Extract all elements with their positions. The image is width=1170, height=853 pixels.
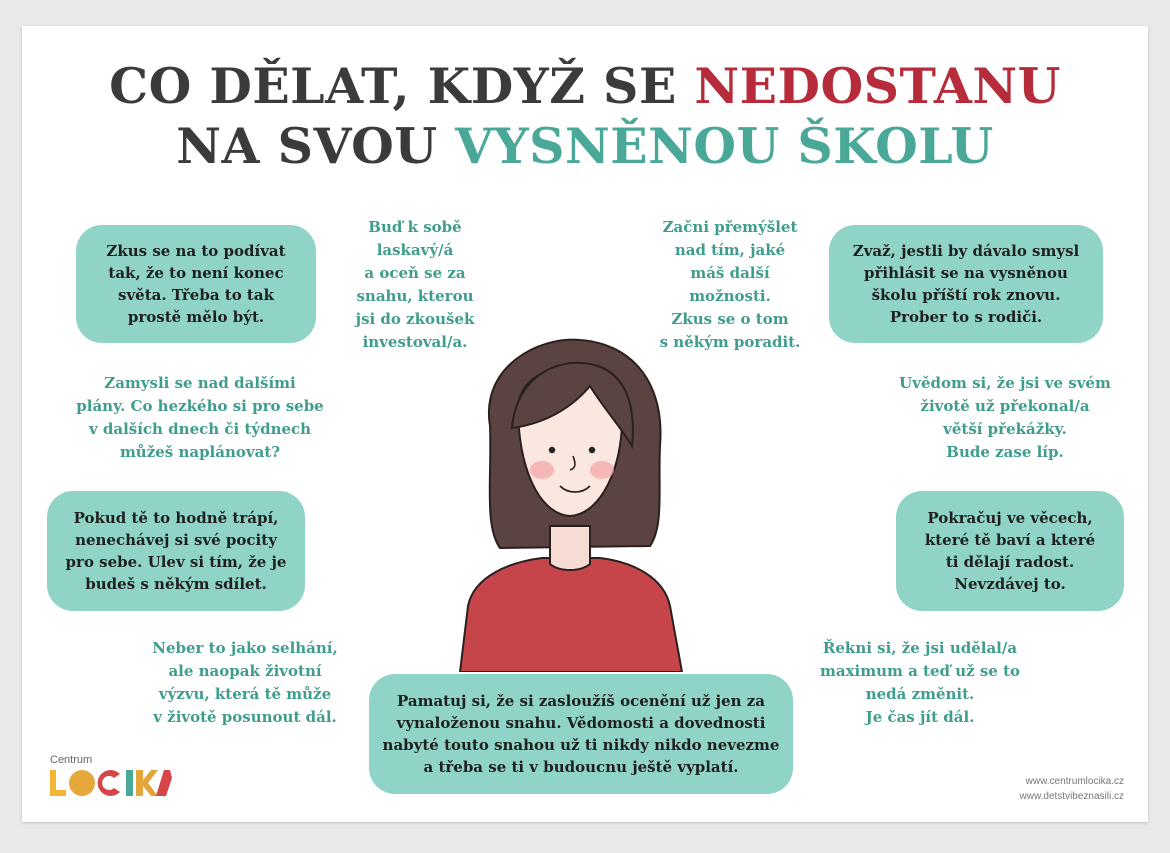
title-line-2 [0, 116, 1170, 176]
title-highlight-red: NEDOSTANU [694, 57, 1061, 115]
tip-bubble-bottom: Pamatuj si, že si zasloužíš ocenění už jen za vynaloženou snahu. Vědomosti a dovednosti nabyté touto snahou už ti nikdy nikdo nevezme a třeba se ti v budoucnu ještě vyplatí. [369, 674, 793, 794]
girl-illustration [450, 336, 690, 672]
tip-bubble: Pokračuj ve věcech, které tě baví a které ti dělají radost. Nevzdávej to. [896, 491, 1124, 611]
locika-logo [48, 768, 172, 798]
logo-caption: Centrum [50, 754, 93, 766]
tip-text: Buď k sobě laskavý/á a oceň se za snahu, kterou jsi do zkoušek investoval/a. [355, 218, 475, 351]
tip-bubble: Zkus se na to podívat tak, že to není konec světa. Třeba to tak prostě mělo být. [76, 225, 316, 343]
tip-text: Začni přemýšlet nad tím, jaké máš další možnosti. Zkus se o tom s někým poradit. [659, 218, 801, 351]
tip-bubble: Pokud tě to hodně trápí, nenechávej si své pocity pro sebe. Ulev si tím, že je budeš s někým sdílet. [47, 491, 305, 611]
tip-bubble: Zvaž, jestli by dávalo smysl přihlásit se na vysněnou školu příští rok znovu. Prober to s rodiči. [829, 225, 1103, 343]
title-part: NA SVOU [176, 117, 456, 175]
title-line-1 [0, 56, 1170, 116]
poster-title [0, 56, 1170, 176]
tip-text: Uvědom si, že jsi ve svém životě už překonal/a větší překážky. Bude zase líp. [899, 374, 1111, 461]
website-urls: www.centrumlocika.cz www.detstvibeznasili.cz [1019, 776, 1124, 802]
tip-text: Řekni si, že jsi udělal/a maximum a teď už se to nedá změnit. Je čas jít dál. [819, 639, 1021, 726]
title-highlight-teal: VYSNĚNOU ŠKOLU [455, 117, 994, 175]
tip-text: Zamysli se nad dalšími plány. Co hezkého si pro sebe v dalších dnech či týdnech můžeš naplánovat? [76, 374, 324, 461]
title-part: CO DĚLAT, KDYŽ SE [109, 57, 695, 115]
tip-text: Neber to jako selhání, ale naopak životní výzvu, která tě může v životě posunout dál. [152, 639, 338, 726]
